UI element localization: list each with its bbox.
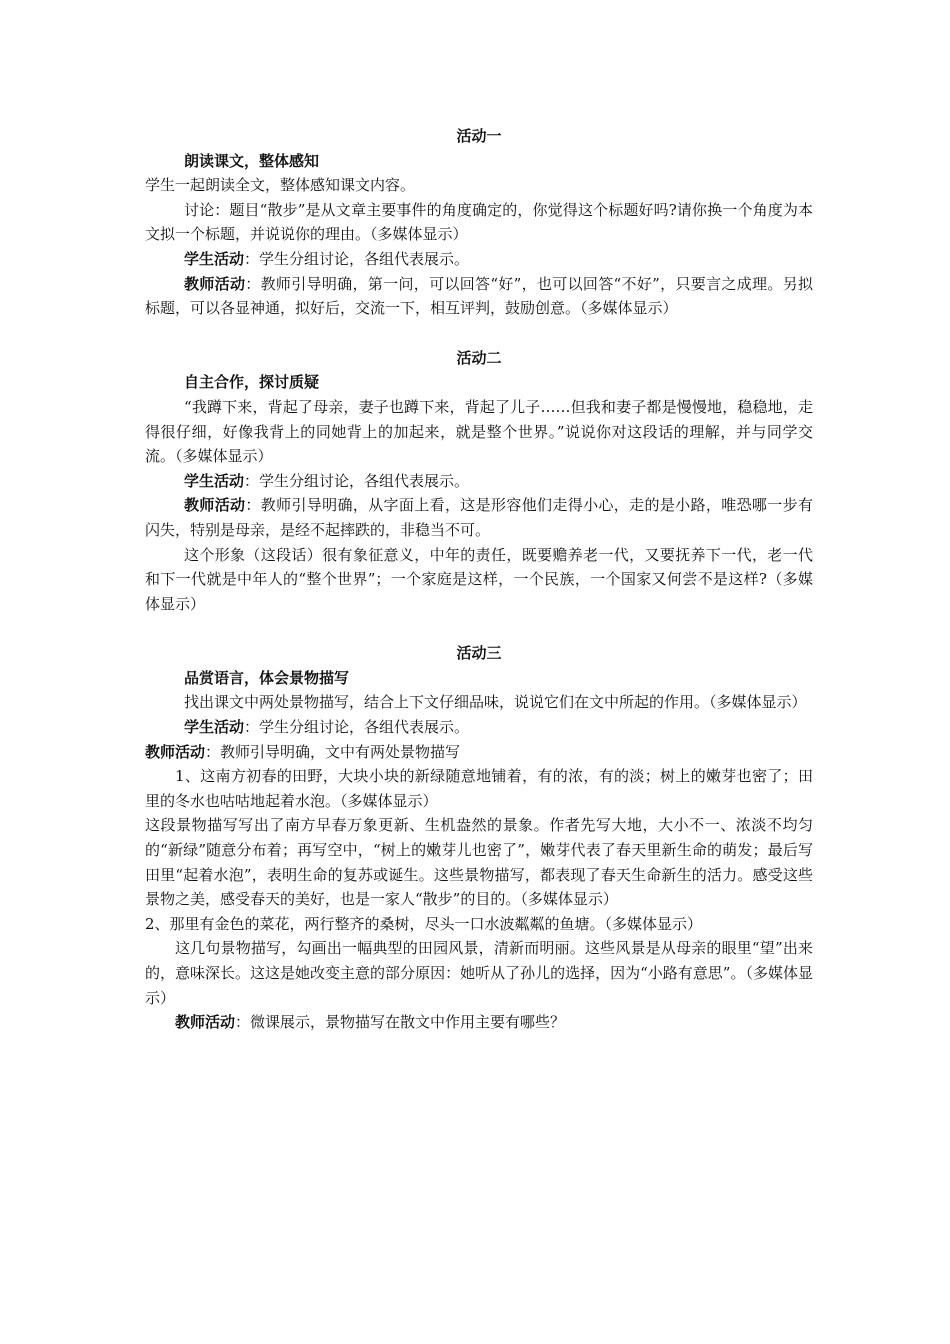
teacher-activity-label: 教师活动 — [145, 742, 206, 761]
activity1-subtitle: 朗读课文，整体感知 — [184, 151, 320, 170]
student-activity-label: 学生活动 — [184, 471, 245, 490]
teacher-activity-text: ：教师引导明确，文中有两处景物描写 — [205, 742, 461, 761]
activity2-subtitle: 自主合作，探讨质疑 — [184, 373, 320, 392]
teacher-activity-label: 教师活动 — [184, 274, 246, 293]
activity3-item2-note: 这几句景物描写，勾画出一幅典型的田园风景，清新而明丽。这些风景是从母亲的眼里“望”出来的，意味深长。这这是她改变主意的部分原因：她听从了孙儿的选择，因为“小路有意思”。（多媒体显示） — [145, 939, 813, 1007]
activity3-final-teacher — [145, 1010, 813, 1035]
section-gap — [145, 616, 813, 641]
activity1-intro: 学生一起朗读全文，整体感知课文内容。 — [145, 176, 416, 195]
teacher-activity-label: 教师活动 — [175, 1013, 236, 1032]
section-gap — [145, 321, 813, 346]
activity1-student — [145, 247, 813, 272]
activity3-item2: 2、那里有金色的菜花，两行整齐的桑树，尽头一口水波粼粼的鱼塘。（多媒体显示） — [145, 914, 703, 933]
activity3-teacher — [145, 740, 813, 765]
activity2-title: 活动二 — [456, 348, 502, 367]
student-activity-label: 学生活动 — [184, 249, 245, 268]
activity1-discussion: 讨论：题目“散步”是从文章主要事件的角度确定的，你觉得这个标题好吗?请你换一个角度为本文拟一个标题，并说说你的理由。（多媒体显示） — [145, 200, 813, 244]
teacher-activity-label: 教师活动 — [184, 496, 246, 515]
activity3-task: 找出课文中两处景物描写，结合上下文仔细品味，说说它们在文中所起的作用。（多媒体显示） — [184, 693, 807, 712]
activity2-student — [145, 469, 813, 494]
student-activity-label: 学生活动 — [184, 718, 245, 737]
student-activity-text: ：学生分组讨论，各组代表展示。 — [244, 718, 470, 737]
activity1-teacher — [145, 272, 813, 321]
student-activity-text: ：学生分组讨论，各组代表展示。 — [244, 249, 470, 268]
teacher-activity-text: ：教师引导明确，第一问，可以回答“好”，也可以回答“不好”，只要言之成理。另拟标题，可以各显神通，拟好后，交流一下，相互评判，鼓励创意。（多媒体显示） — [145, 274, 813, 318]
activity3-subtitle: 品赏语言，体会景物描写 — [184, 668, 350, 687]
teacher-activity-text: ：微课展示，景物描写在散文中作用主要有哪些？ — [235, 1013, 566, 1032]
teacher-activity-text: ：教师引导明确，从字面上看，这是形容他们走得小心，走的是小路，唯恐哪一步有闪失，特别是母亲，是经不起摔跌的，非稳当不可。 — [145, 496, 813, 539]
activity3-item1-note: 这段景物描写写出了南方早春万象更新、生机盎然的景象。作者先写大地，大小不一、浓淡不均匀的“新绿”随意分布着；再写空中，“树上的嫩芽儿也密了”，嫩芽代表了春天里新生命的萌发；最后写田里“起着水泡”，表明生命的复苏或诞生。这些景物描写，都表现了春天生命新生的活力。感受这些景物之美，感受春天的美好，也是一家人“散步”的目的。（多媒体显示） — [145, 816, 813, 909]
activity1-title: 活动一 — [456, 127, 502, 145]
activity2-quote: “我蹲下来，背起了母亲，妻子也蹲下来，背起了儿子……但我和妻子都是慢慢地，稳稳地，走得很仔细，好像我背上的同她背上的加起来，就是整个世界。”说说你对这段话的理解，并与同学交流。（多媒体显示） — [145, 397, 813, 466]
student-activity-text: ：学生分组讨论，各组代表展示。 — [244, 471, 470, 490]
activity3-title: 活动三 — [456, 644, 502, 663]
activity2-teacher — [145, 493, 813, 542]
activity2-meaning: 这个形象（这段话）很有象征意义，中年的责任，既要赡养老一代，又要抚养下一代，老一代和下一代就是中年人的“整个世界”；一个家庭是这样，一个民族，一个国家又何尝不是这样?（多媒体显示） — [145, 545, 813, 613]
activity3-item1: 1、这南方初春的田野，大块小块的新绿随意地铺着，有的浓，有的淡；树上的嫩芽也密了；田里的冬水也咕咕地起着水泡。（多媒体显示） — [145, 767, 813, 810]
document-page — [145, 124, 813, 1035]
activity3-student — [145, 715, 813, 740]
